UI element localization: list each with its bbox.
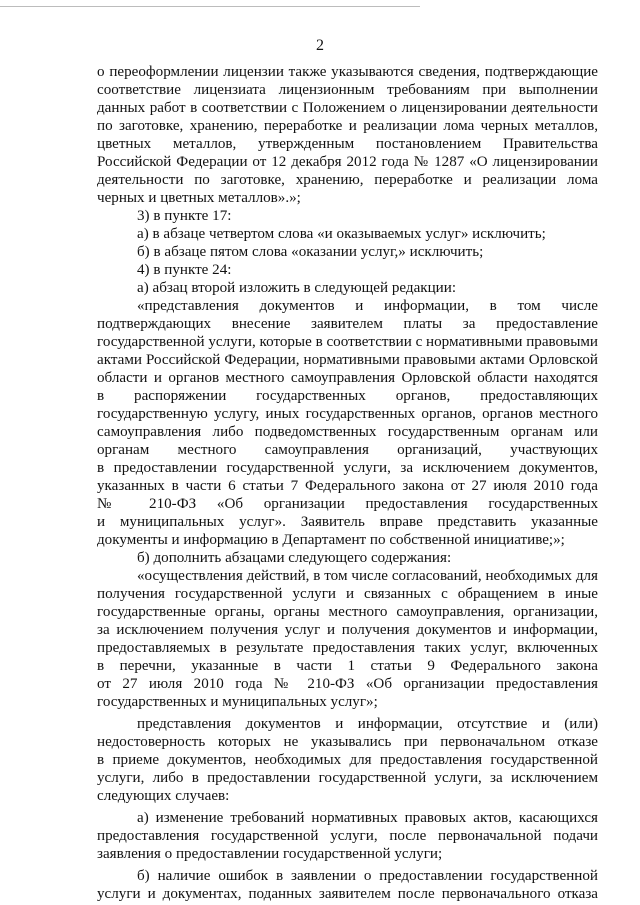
text-line: «представления документов и информации, в том числе — [137, 298, 598, 314]
text-line: по заготовке, хранению, переработке и реализации лома черных металлов, — [97, 118, 598, 134]
text-line: государственную услугу, иных государственных органов, органов местного — [97, 406, 598, 422]
text-line: данных работ в соответствии с Положением о лицензировании деятельности — [97, 100, 598, 116]
text-line: предоставления государственной услуги, после первоначальной подачи — [97, 828, 598, 844]
text-line: б) дополнить абзацами следующего содержания: — [137, 550, 452, 566]
text-line: в приеме документов, необходимых для предоставления государственной — [97, 752, 598, 768]
text-line: услуги и документах, поданных заявителем после первоначального отказа — [97, 886, 598, 902]
text-line: государственных и муниципальных услуг»; — [97, 694, 378, 710]
text-line: области и органов местного самоуправления Орловской области находятся — [97, 370, 598, 386]
text-line: государственные органы, органы местного самоуправления, организации, — [97, 604, 598, 620]
text-line: государственной услуги, которые в соответствии с нормативными правовыми — [97, 334, 598, 350]
text-line: представления документов и информации, отсутствие и (или) — [137, 716, 598, 732]
text-line: Российской Федерации от 12 декабря 2012 года № 1287 «О лицензировании — [97, 154, 598, 170]
top-border-line — [0, 6, 420, 7]
text-line: документы и информацию в Департамент по собственной инициативе;»; — [97, 532, 565, 548]
text-line: а) абзац второй изложить в следующей редакции: — [137, 280, 457, 296]
text-line: заявления о предоставлении государственной услуги; — [97, 846, 443, 862]
text-line: в перечни, указанные в части 1 статьи 9 Федерального закона — [97, 658, 598, 674]
text-line: за исключением получения услуг и получения документов и информации, — [97, 622, 598, 638]
text-line: указанных в части 6 статьи 7 Федерального закона от 27 июля 2010 года — [97, 478, 598, 494]
text-line: в распоряжении государственных органов, предоставляющих — [97, 388, 598, 404]
text-line: соответствие лицензиата лицензионным требованиям при выполнении — [97, 82, 598, 98]
page-number: 2 — [316, 37, 324, 54]
text-line: актами Российской Федерации, нормативными правовыми актами Орловской — [97, 352, 598, 368]
text-line: цветных металлов, утвержденным постановлением Правительства — [97, 136, 598, 152]
text-line: подтверждающих внесение заявителем платы за предоставление — [97, 316, 598, 332]
text-line: черных и цветных металлов».»; — [97, 190, 301, 206]
text-line: а) в абзаце четвертом слова «и оказываемых услуг» исключить; — [137, 226, 546, 242]
text-line: и муниципальных услуг». Заявитель вправе представить указанные — [97, 514, 598, 530]
text-line: № 210-ФЗ «Об организации предоставления государственных — [97, 496, 598, 512]
text-line: б) в абзаце пятом слова «оказании услуг,» исключить; — [137, 244, 484, 260]
text-line: 3) в пункте 17: — [137, 208, 232, 224]
text-line: предоставляемых в результате предоставления таких услуг, включенных — [97, 640, 598, 656]
text-line: получения государственной услуги и связанных с обращением в иные — [97, 586, 598, 602]
text-line: следующих случаев: — [97, 788, 230, 804]
text-line: самоуправления либо подведомственных государственным органам или — [97, 424, 598, 440]
text-line: от 27 июля 2010 года № 210-ФЗ «Об организации предоставления — [97, 676, 598, 692]
text-line: 4) в пункте 24: — [137, 262, 232, 278]
document-body — [97, 63, 598, 903]
text-line: услуги, либо в предоставлении государственной услуги, за исключением — [97, 770, 598, 786]
text-line: в предоставлении государственной услуги, за исключением документов, — [97, 460, 598, 476]
text-line: недостоверность которых не указывались при первоначальном отказе — [97, 734, 598, 750]
text-line: деятельности по заготовке, хранению, переработке и реализации лома — [97, 172, 598, 188]
text-line: органам местного самоуправления организаций, участвующих — [97, 442, 598, 458]
text-line: о переоформлении лицензии также указываются сведения, подтверждающие — [97, 64, 598, 80]
text-line: б) наличие ошибок в заявлении о предоставлении государственной — [137, 868, 598, 884]
text-line: «осуществления действий, в том числе согласований, необходимых для — [137, 568, 598, 584]
text-line: а) изменение требований нормативных правовых актов, касающихся — [137, 810, 598, 826]
